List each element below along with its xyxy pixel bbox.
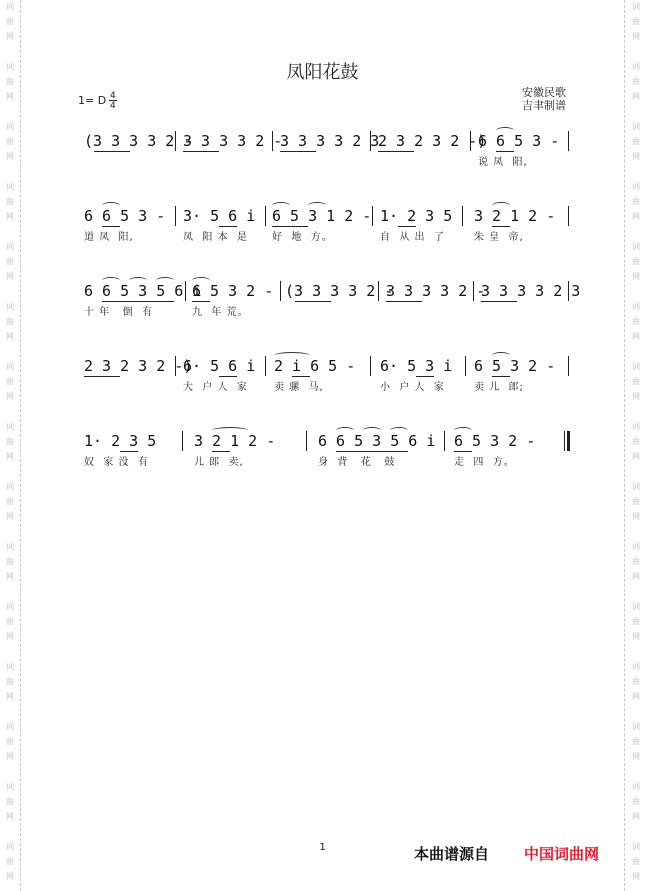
slur-arc (274, 352, 310, 359)
underline-beam (492, 226, 510, 227)
measure-lyrics: 卖 骡 马, (274, 382, 324, 393)
watermark-glyph: 网 (632, 32, 640, 41)
watermark-glyph: 词 (632, 722, 640, 731)
slur-arc (496, 127, 514, 134)
measure-lyrics: 身 背 花 鼓 (318, 457, 396, 468)
underline-beam (280, 151, 316, 152)
watermark-glyph: 词 (6, 242, 14, 251)
watermark-glyph: 网 (6, 872, 14, 881)
underline-beam (94, 151, 130, 152)
score-line-1 (82, 131, 572, 175)
barline (185, 281, 186, 301)
watermark-glyph: 词 (632, 122, 640, 131)
underline-beam (492, 376, 510, 377)
watermark-glyph: 词 (6, 602, 14, 611)
underline-beam (272, 226, 308, 227)
watermark-glyph: 网 (6, 572, 14, 581)
watermark-glyph: 曲 (6, 557, 14, 566)
measure-lyrics: 好 地 方。 (272, 232, 333, 243)
slur-arc (492, 352, 510, 359)
watermark-glyph: 词 (632, 362, 640, 371)
measure-melody: 6 5 3 2 - (474, 357, 556, 375)
watermark-glyph: 曲 (6, 677, 14, 686)
barline (568, 281, 569, 301)
watermark-glyph: 词 (6, 2, 14, 11)
time-signature-bottom: 4 (110, 101, 116, 111)
watermark-glyph: 词 (632, 602, 640, 611)
watermark-glyph: 网 (632, 692, 640, 701)
measure-lyrics: 九 年 荒。 (192, 307, 249, 318)
barline (568, 131, 569, 151)
watermark-glyph: 曲 (6, 137, 14, 146)
watermark-glyph: 曲 (632, 377, 640, 386)
slur-arc (212, 427, 248, 434)
barline (372, 206, 373, 226)
slur-arc (192, 277, 210, 284)
watermark-glyph: 词 (632, 242, 640, 251)
barline (470, 131, 471, 151)
measure-lyrics: 卖 儿 郎; (474, 382, 524, 393)
footer-site-link[interactable]: 中国词曲网 (524, 845, 600, 863)
measure-melody: 3 3 3 3 2 - (386, 282, 486, 300)
watermark-glyph: 网 (6, 212, 14, 221)
watermark-glyph: 曲 (632, 77, 640, 86)
barline (473, 281, 474, 301)
watermark-glyph: 词 (632, 782, 640, 791)
measure-melody: 6 6 5 3 5 6 i (318, 432, 436, 450)
barline (370, 131, 371, 151)
watermark-glyph: 网 (632, 92, 640, 101)
barline (175, 206, 176, 226)
score-line-4 (82, 356, 572, 400)
measure-lyrics: 大 户 人 家 (183, 382, 248, 393)
measure-melody: 3 3 3 3 2 3 (481, 282, 581, 300)
watermark-glyph: 词 (6, 122, 14, 131)
watermark-glyph: 曲 (632, 317, 640, 326)
dashed-rule-left (20, 0, 21, 891)
watermark-glyph: 词 (6, 782, 14, 791)
slur-arc (363, 427, 381, 434)
watermark-glyph: 网 (632, 152, 640, 161)
origin-genre: 安徽民歌 (522, 86, 566, 99)
watermark-glyph: 网 (6, 32, 14, 41)
watermark-glyph: 网 (632, 272, 640, 281)
measure-lyrics: 十 年 倒 有 (84, 307, 154, 318)
watermark-glyph: 网 (6, 632, 14, 641)
watermark-glyph: 词 (632, 422, 640, 431)
slur-arc (336, 427, 354, 434)
watermark-glyph: 曲 (632, 857, 640, 866)
footer-source-label: 本曲谱源自 (414, 845, 490, 863)
slur-arc (156, 277, 174, 284)
watermark-glyph: 曲 (632, 557, 640, 566)
measure-lyrics: 凤 阳 本 是 (183, 232, 248, 243)
score-line-5 (82, 431, 572, 475)
slur-arc (129, 277, 147, 284)
watermark-glyph: 网 (632, 392, 640, 401)
watermark-glyph: 曲 (632, 617, 640, 626)
measure-lyrics: 儿 郎 卖, (194, 457, 244, 468)
underline-beam (386, 301, 422, 302)
watermark-glyph: 网 (632, 812, 640, 821)
watermark-glyph: 词 (632, 482, 640, 491)
final-barline (564, 431, 570, 451)
watermark-glyph: 网 (632, 752, 640, 761)
underline-beam (219, 226, 237, 227)
underline-beam (292, 376, 310, 377)
barline (175, 356, 176, 376)
score-line-2 (82, 206, 572, 250)
measure-melody: 3 2 1 2 - (194, 432, 276, 450)
watermark-glyph: 曲 (6, 77, 14, 86)
measure-melody: 1· 2 3 5 (380, 207, 453, 225)
watermark-glyph: 网 (6, 812, 14, 821)
barline (378, 281, 379, 301)
barline (182, 431, 183, 451)
measure-lyrics: 朱 皇 帝, (474, 232, 524, 243)
measure-lyrics: 奴 家 没 有 (84, 457, 149, 468)
watermark-glyph: 词 (6, 542, 14, 551)
watermark-glyph: 曲 (6, 17, 14, 26)
slur-arc (102, 202, 120, 209)
watermark-glyph: 词 (632, 842, 640, 851)
watermark-glyph: 曲 (6, 437, 14, 446)
underline-beam (219, 376, 237, 377)
underline-beam (398, 226, 416, 227)
watermark-glyph: 网 (6, 752, 14, 761)
watermark-glyph: 网 (632, 212, 640, 221)
watermark-glyph: 词 (6, 662, 14, 671)
watermark-glyph: 曲 (6, 317, 14, 326)
underline-beam (336, 451, 408, 452)
measure-lyrics: 道 凤 阳, (84, 232, 134, 243)
barline (265, 206, 266, 226)
measure-melody: 3 3 3 3 2 - (183, 132, 283, 150)
slur-arc (454, 427, 472, 434)
watermark-glyph: 词 (6, 842, 14, 851)
page-number: 1 (319, 842, 326, 853)
watermark-glyph: 网 (6, 452, 14, 461)
underline-beam (454, 451, 472, 452)
measure-melody: (3 3 3 3 2 - (84, 132, 193, 150)
watermark-glyph: 词 (6, 62, 14, 71)
watermark-glyph: 曲 (6, 857, 14, 866)
barline (568, 356, 569, 376)
watermark-glyph: 词 (632, 542, 640, 551)
dashed-rule-right (624, 0, 625, 891)
underline-beam (102, 226, 120, 227)
watermark-glyph: 词 (632, 182, 640, 191)
measure-melody: 6 5 3 1 2 - (272, 207, 372, 225)
origin-transcriber: 吉聿制谱 (522, 99, 566, 112)
watermark-glyph: 曲 (632, 137, 640, 146)
measure-melody: (3 3 3 3 2 - (285, 282, 394, 300)
score-line-3 (82, 281, 581, 325)
watermark-glyph: 词 (6, 362, 14, 371)
barline (175, 131, 176, 151)
measure-melody: 3· 5 6 i (183, 207, 256, 225)
underline-beam (120, 451, 138, 452)
watermark-column-left (0, 0, 22, 891)
underline-beam (192, 301, 210, 302)
measure-lyrics: 自 从 出 了 (380, 232, 445, 243)
measure-melody: 3 2 1 2 - (474, 207, 556, 225)
watermark-glyph: 网 (6, 332, 14, 341)
watermark-glyph: 曲 (632, 17, 640, 26)
underline-beam (295, 301, 331, 302)
watermark-glyph: 网 (632, 452, 640, 461)
barline (272, 131, 273, 151)
song-title: 凤阳花鼓 (286, 62, 359, 83)
watermark-glyph: 网 (6, 272, 14, 281)
watermark-column-right (623, 0, 645, 891)
watermark-glyph: 曲 (632, 737, 640, 746)
measure-melody: 6 5 3 2 - (454, 432, 536, 450)
measure-melody: 2 3 2 3 2 -) (378, 132, 487, 150)
slur-arc (272, 202, 290, 209)
barline (306, 431, 307, 451)
measure-melody: 3 3 3 3 2 3 (280, 132, 380, 150)
watermark-glyph: 词 (6, 722, 14, 731)
watermark-glyph: 曲 (632, 497, 640, 506)
watermark-glyph: 网 (632, 872, 640, 881)
watermark-glyph: 曲 (632, 677, 640, 686)
watermark-glyph: 词 (632, 62, 640, 71)
measure-melody: 1· 2 3 5 (84, 432, 157, 450)
underline-beam (481, 301, 517, 302)
slur-arc (102, 277, 120, 284)
watermark-glyph: 网 (6, 512, 14, 521)
barline (265, 356, 266, 376)
watermark-glyph: 词 (632, 2, 640, 11)
measure-lyrics: 小 户 人 家 (380, 382, 445, 393)
watermark-glyph: 曲 (632, 197, 640, 206)
underline-beam (183, 151, 219, 152)
watermark-glyph: 曲 (6, 497, 14, 506)
barline (444, 431, 445, 451)
measure-melody: 6· 5 3 i (380, 357, 453, 375)
time-signature-top: 4 (110, 91, 116, 101)
slur-arc (390, 427, 408, 434)
watermark-glyph: 网 (632, 512, 640, 521)
underline-beam (84, 376, 120, 377)
watermark-glyph: 词 (6, 482, 14, 491)
watermark-glyph: 词 (6, 422, 14, 431)
underline-beam (212, 451, 230, 452)
measure-melody: 2 i 6 5 - (274, 357, 356, 375)
measure-melody: 6 6 5 3 5 6 i (84, 282, 202, 300)
watermark-glyph: 网 (6, 92, 14, 101)
measure-melody: 6· 5 6 i (183, 357, 256, 375)
watermark-glyph: 网 (632, 572, 640, 581)
slur-arc (492, 202, 510, 209)
slur-arc (308, 202, 326, 209)
watermark-glyph: 网 (6, 152, 14, 161)
watermark-glyph: 词 (6, 182, 14, 191)
underline-beam (378, 151, 414, 152)
measure-melody: 6 6 5 3 - (478, 132, 560, 150)
watermark-glyph: 曲 (6, 377, 14, 386)
underline-beam (102, 301, 174, 302)
measure-lyrics: 说 凤 阳, (478, 157, 528, 168)
watermark-glyph: 词 (6, 302, 14, 311)
watermark-glyph: 网 (632, 632, 640, 641)
watermark-glyph: 曲 (632, 437, 640, 446)
watermark-glyph: 曲 (632, 797, 640, 806)
measure-melody: 6 5 3 2 - (192, 282, 274, 300)
watermark-glyph: 曲 (6, 617, 14, 626)
watermark-glyph: 曲 (6, 197, 14, 206)
watermark-glyph: 网 (6, 392, 14, 401)
underline-beam (416, 376, 434, 377)
watermark-glyph: 词 (632, 302, 640, 311)
underline-beam (496, 151, 514, 152)
barline (465, 356, 466, 376)
measure-melody: 2 3 2 3 2 -) (84, 357, 193, 375)
barline (370, 356, 371, 376)
watermark-glyph: 词 (632, 662, 640, 671)
watermark-glyph: 网 (632, 332, 640, 341)
watermark-glyph: 曲 (6, 257, 14, 266)
watermark-glyph: 曲 (632, 257, 640, 266)
measure-melody: 6 6 5 3 - (84, 207, 166, 225)
measure-lyrics: 走 四 方。 (454, 457, 515, 468)
barline (462, 206, 463, 226)
watermark-glyph: 曲 (6, 797, 14, 806)
key-signature: 1= D (78, 94, 107, 107)
barline (568, 206, 569, 226)
watermark-glyph: 网 (6, 692, 14, 701)
barline (280, 281, 281, 301)
watermark-glyph: 曲 (6, 737, 14, 746)
